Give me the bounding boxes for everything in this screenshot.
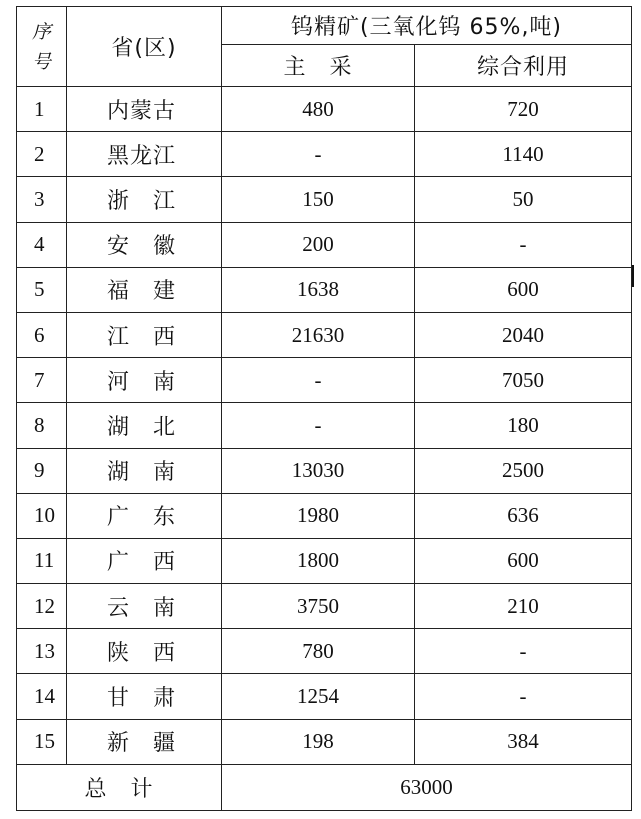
row-comprehensive: 384 bbox=[415, 719, 632, 764]
row-number: 15 bbox=[17, 719, 67, 764]
row-number: 2 bbox=[17, 132, 67, 177]
row-number: 9 bbox=[17, 448, 67, 493]
row-number: 13 bbox=[17, 629, 67, 674]
row-main-mining: - bbox=[222, 403, 415, 448]
row-comprehensive: - bbox=[415, 222, 632, 267]
row-province: 湖 北 bbox=[67, 403, 222, 448]
row-main-mining: 150 bbox=[222, 177, 415, 222]
header-main-mining: 主 采 bbox=[222, 45, 415, 87]
row-main-mining: - bbox=[222, 132, 415, 177]
header-row-top bbox=[17, 7, 632, 45]
total-label: 总 计 bbox=[17, 764, 222, 810]
tungsten-quota-table bbox=[16, 6, 632, 811]
row-province: 湖 南 bbox=[67, 448, 222, 493]
row-number: 6 bbox=[17, 312, 67, 357]
header-seq bbox=[17, 7, 67, 87]
table-row bbox=[17, 177, 632, 222]
row-comprehensive: 600 bbox=[415, 538, 632, 583]
header-seq-top: 序 bbox=[31, 20, 51, 43]
row-main-mining: 198 bbox=[222, 719, 415, 764]
row-main-mining: 1800 bbox=[222, 538, 415, 583]
row-province: 黑龙江 bbox=[67, 132, 222, 177]
row-comprehensive: 720 bbox=[415, 87, 632, 132]
row-comprehensive: 210 bbox=[415, 584, 632, 629]
row-number: 14 bbox=[17, 674, 67, 719]
row-main-mining: - bbox=[222, 358, 415, 403]
row-number: 12 bbox=[17, 584, 67, 629]
row-comprehensive: 180 bbox=[415, 403, 632, 448]
row-main-mining: 480 bbox=[222, 87, 415, 132]
table-row bbox=[17, 358, 632, 403]
row-comprehensive: 7050 bbox=[415, 358, 632, 403]
table-row bbox=[17, 538, 632, 583]
table-row bbox=[17, 719, 632, 764]
total-row bbox=[17, 764, 632, 810]
header-province: 省(区) bbox=[67, 7, 222, 87]
row-comprehensive: 600 bbox=[415, 267, 632, 312]
row-province: 广 西 bbox=[67, 538, 222, 583]
table-row bbox=[17, 629, 632, 674]
row-province: 安 徽 bbox=[67, 222, 222, 267]
row-province: 江 西 bbox=[67, 312, 222, 357]
row-number: 1 bbox=[17, 87, 67, 132]
header-seq-bottom: 号 bbox=[31, 50, 51, 73]
row-province: 河 南 bbox=[67, 358, 222, 403]
row-province: 陕 西 bbox=[67, 629, 222, 674]
table-row bbox=[17, 132, 632, 177]
total-value: 63000 bbox=[222, 764, 632, 810]
table-row bbox=[17, 448, 632, 493]
row-province: 广 东 bbox=[67, 493, 222, 538]
table-row bbox=[17, 674, 632, 719]
row-main-mining: 200 bbox=[222, 222, 415, 267]
header-group: 钨精矿(三氧化钨 65%,吨) bbox=[222, 7, 632, 45]
row-comprehensive: 1140 bbox=[415, 132, 632, 177]
table-row bbox=[17, 493, 632, 538]
table-row bbox=[17, 312, 632, 357]
row-comprehensive: - bbox=[415, 674, 632, 719]
row-main-mining: 780 bbox=[222, 629, 415, 674]
table-body bbox=[17, 7, 632, 811]
row-province: 浙 江 bbox=[67, 177, 222, 222]
row-number: 5 bbox=[17, 267, 67, 312]
table-row bbox=[17, 87, 632, 132]
row-number: 11 bbox=[17, 538, 67, 583]
row-main-mining: 1254 bbox=[222, 674, 415, 719]
row-main-mining: 1980 bbox=[222, 493, 415, 538]
row-province: 云 南 bbox=[67, 584, 222, 629]
row-main-mining: 1638 bbox=[222, 267, 415, 312]
row-main-mining: 13030 bbox=[222, 448, 415, 493]
row-number: 8 bbox=[17, 403, 67, 448]
row-main-mining: 3750 bbox=[222, 584, 415, 629]
row-province: 内蒙古 bbox=[67, 87, 222, 132]
row-comprehensive: - bbox=[415, 629, 632, 674]
row-comprehensive: 2500 bbox=[415, 448, 632, 493]
table-row bbox=[17, 584, 632, 629]
row-comprehensive: 636 bbox=[415, 493, 632, 538]
row-comprehensive: 2040 bbox=[415, 312, 632, 357]
header-comprehensive: 综合利用 bbox=[415, 45, 632, 87]
row-province: 甘 肃 bbox=[67, 674, 222, 719]
table-row bbox=[17, 403, 632, 448]
table-row bbox=[17, 222, 632, 267]
row-number: 3 bbox=[17, 177, 67, 222]
edge-mark bbox=[632, 265, 634, 287]
row-province: 福 建 bbox=[67, 267, 222, 312]
row-main-mining: 21630 bbox=[222, 312, 415, 357]
row-comprehensive: 50 bbox=[415, 177, 632, 222]
row-number: 10 bbox=[17, 493, 67, 538]
row-number: 7 bbox=[17, 358, 67, 403]
table-row bbox=[17, 267, 632, 312]
row-number: 4 bbox=[17, 222, 67, 267]
row-province: 新 疆 bbox=[67, 719, 222, 764]
